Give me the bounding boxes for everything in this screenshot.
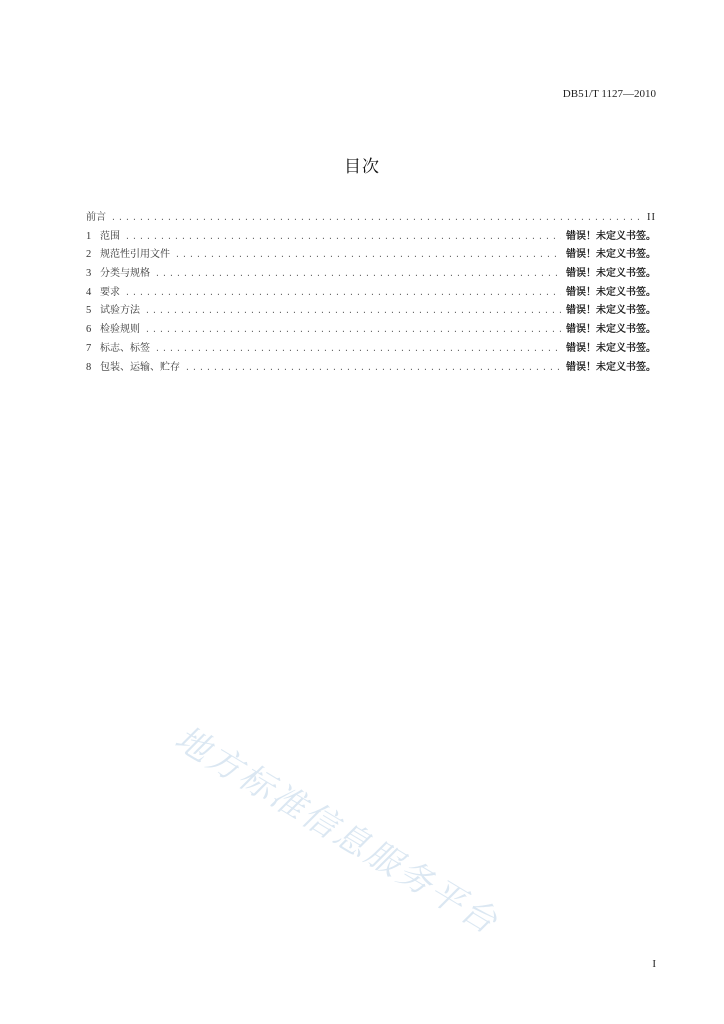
toc-entry-5[interactable] bbox=[86, 301, 656, 320]
toc-entry-page: 错误！未定义书签。 bbox=[566, 268, 656, 280]
toc-entry-foreword[interactable] bbox=[86, 208, 656, 227]
toc-entry-page: II bbox=[647, 212, 656, 223]
toc-entry-number: 7 bbox=[86, 342, 92, 354]
toc-entry-page: 错误！未定义书签。 bbox=[566, 324, 656, 336]
toc-entry-page: 错误！未定义书签。 bbox=[566, 305, 656, 317]
toc-leader-dots bbox=[145, 326, 561, 335]
toc-entry-title: 包装、运输、贮存 bbox=[100, 361, 180, 373]
toc-entry-6[interactable] bbox=[86, 320, 656, 339]
toc-entry-title: 试验方法 bbox=[100, 305, 140, 317]
toc-entry-title: 前言 bbox=[86, 212, 106, 223]
toc-entry-title: 检验规则 bbox=[100, 324, 140, 336]
toc-entry-number: 1 bbox=[86, 230, 92, 242]
toc-entry-8[interactable] bbox=[86, 358, 656, 377]
toc-entry-number: 8 bbox=[86, 361, 92, 373]
toc-entry-number: 2 bbox=[86, 249, 92, 261]
toc-leader-dots bbox=[111, 214, 642, 223]
toc-entry-number: 6 bbox=[86, 324, 92, 336]
watermark: 地方标准信息服务平台 bbox=[167, 718, 506, 944]
toc-entry-page: 错误！未定义书签。 bbox=[566, 342, 656, 354]
toc-leader-dots bbox=[125, 289, 561, 298]
toc-entry-title: 要求 bbox=[100, 286, 120, 298]
toc-entry-7[interactable] bbox=[86, 339, 656, 358]
toc-leader-dots bbox=[125, 233, 561, 242]
toc-entry-number: 5 bbox=[86, 305, 92, 317]
toc-entry-4[interactable] bbox=[86, 283, 656, 302]
toc-entry-title: 规范性引用文件 bbox=[100, 249, 170, 261]
toc-entry-page: 错误！未定义书签。 bbox=[566, 230, 656, 242]
toc-entry-number: 4 bbox=[86, 286, 92, 298]
toc-entry-title: 标志、标签 bbox=[100, 342, 150, 354]
toc-list bbox=[86, 208, 656, 376]
toc-entry-title: 分类与规格 bbox=[100, 268, 150, 280]
toc-entry-1[interactable] bbox=[86, 227, 656, 246]
toc-entry-page: 错误！未定义书签。 bbox=[566, 286, 656, 298]
toc-title: 目次 bbox=[344, 157, 380, 177]
page-number: I bbox=[652, 958, 656, 970]
toc-entry-title: 范围 bbox=[100, 230, 120, 242]
toc-entry-3[interactable] bbox=[86, 264, 656, 283]
toc-leader-dots bbox=[175, 251, 561, 260]
toc-leader-dots bbox=[145, 307, 561, 316]
toc-entry-number: 3 bbox=[86, 268, 92, 280]
toc-leader-dots bbox=[155, 345, 561, 354]
toc-entry-2[interactable] bbox=[86, 245, 656, 264]
toc-leader-dots bbox=[155, 270, 561, 279]
document-code: DB51/T 1127—2010 bbox=[562, 88, 656, 100]
toc-entry-page: 错误！未定义书签。 bbox=[566, 361, 656, 373]
toc-entry-page: 错误！未定义书签。 bbox=[566, 249, 656, 261]
toc-leader-dots bbox=[185, 364, 561, 373]
